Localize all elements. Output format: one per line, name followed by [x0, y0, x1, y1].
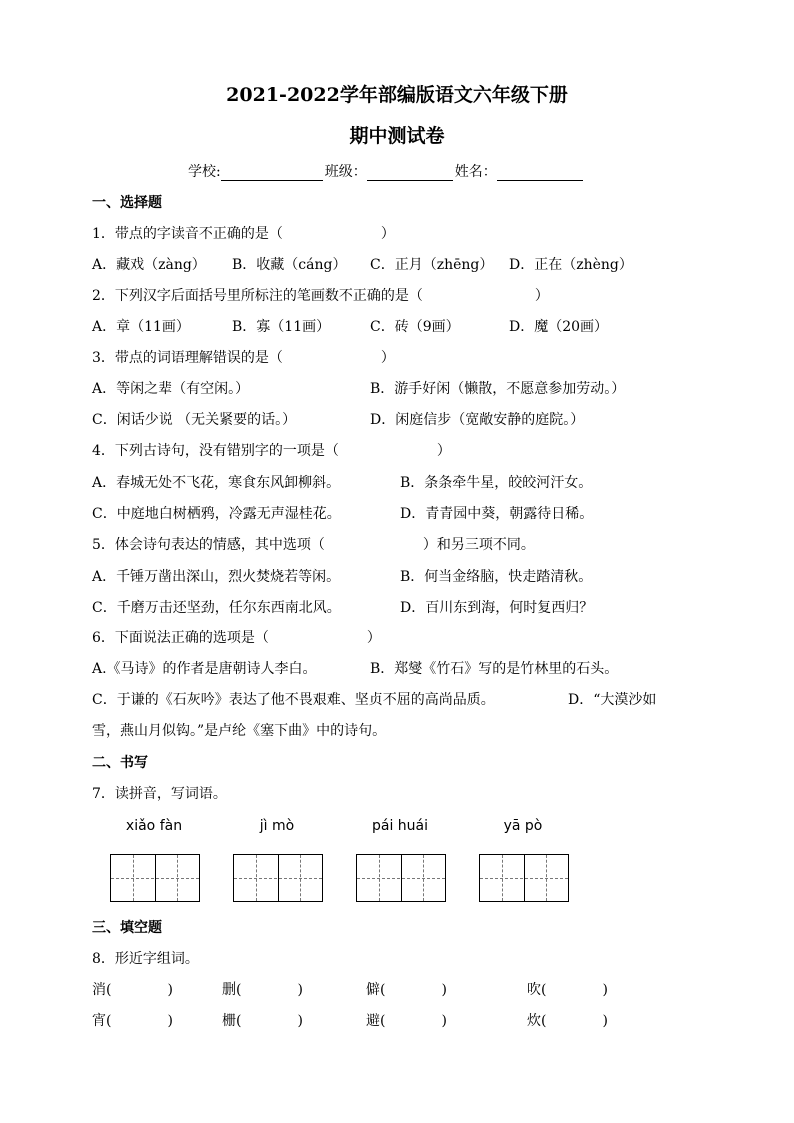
question-4-option-b[interactable]: B．条条牵牛星，皎皎河汗女。: [400, 475, 593, 491]
student-info-line: [188, 161, 585, 181]
class-blank[interactable]: [367, 164, 453, 181]
school-label: 学校:: [188, 164, 221, 180]
word-group-pi[interactable]: 僻( ): [366, 982, 447, 998]
word-group-chui2[interactable]: 炊( ): [527, 1013, 608, 1029]
section-fill-title: 三、填空题: [92, 920, 162, 936]
word-group-xiao2[interactable]: 宵( ): [92, 1013, 173, 1029]
question-5-stem: 5．体会诗句表达的情感，其中选项（ ）和另三项不同。: [92, 537, 535, 553]
question-3-option-a[interactable]: A．等闲之辈（有空闲。）: [92, 381, 250, 397]
word-group-bi[interactable]: 避( ): [366, 1013, 447, 1029]
question-5-option-b[interactable]: B．何当金络脑，快走踏清秋。: [400, 569, 593, 585]
question-4-option-c[interactable]: C．中庭地白树栖鸦，冷露无声湿桂花。: [92, 506, 341, 522]
question-5-option-c[interactable]: C．千磨万击还坚劲，任尔东西南北风。: [92, 600, 341, 616]
question-3-option-b[interactable]: B．游手好闲（懒散，不愿意参加劳动。）: [370, 381, 626, 397]
question-1-option-c[interactable]: C．正月（zhēng）: [370, 257, 494, 273]
question-5-option-d[interactable]: D．百川东到海，何时复西归？: [400, 600, 594, 616]
word-group-chui[interactable]: 吹( ): [527, 982, 608, 998]
question-1-option-d[interactable]: D．正在（zhèng）: [509, 257, 633, 273]
question-6-option-a[interactable]: A.《马诗》的作者是唐朝诗人李白。: [92, 661, 317, 677]
question-5-option-a[interactable]: A．千锤万凿出深山，烈火焚烧若等闲。: [92, 569, 341, 585]
writing-grid-1[interactable]: [110, 854, 200, 902]
question-4-stem: 4．下列古诗句，没有错别字的一项是（ ）: [92, 443, 451, 459]
school-blank[interactable]: [221, 164, 323, 181]
class-label: 班级：: [324, 164, 367, 180]
pinyin-3: pái huái: [371, 818, 429, 834]
question-2-option-d[interactable]: D．魔（20画）: [509, 319, 609, 335]
section-choice-title: 一、选择题: [92, 195, 162, 211]
exam-title: 2021-2022学年部编版语文六年级下册: [226, 84, 568, 106]
question-2-stem: 2．下列汉字后面括号里所标注的笔画数不正确的是（ ）: [92, 288, 549, 304]
question-1-option-a[interactable]: A．藏戏（zàng）: [92, 257, 206, 273]
question-4-option-a[interactable]: A．春城无处不飞花，寒食东风卸柳斜。: [92, 475, 341, 491]
pinyin-1: xiǎo fàn: [125, 818, 183, 834]
name-blank[interactable]: [497, 164, 583, 181]
question-3-stem: 3．带点的词语理解错误的是（ ）: [92, 350, 395, 366]
question-4-option-d[interactable]: D．青青园中葵，朝露待日稀。: [400, 506, 594, 522]
word-group-shan[interactable]: 删( ): [222, 982, 303, 998]
question-2-option-c[interactable]: C．砖（9画）: [370, 319, 460, 335]
question-2-option-a[interactable]: A．章（11画）: [92, 319, 190, 335]
pinyin-4: yā pò: [503, 818, 543, 834]
word-group-zha[interactable]: 栅( ): [222, 1013, 303, 1029]
question-7-stem: 7．读拼音，写词语。: [92, 786, 227, 802]
word-group-xiao[interactable]: 消( ): [92, 982, 173, 998]
question-3-option-c[interactable]: C．闲话少说 （无关紧要的话。）: [92, 412, 297, 428]
question-1-stem: 1．带点的字读音不正确的是（ ）: [92, 226, 395, 242]
question-6-option-d-continued: 雪，燕山月似钩。”是卢纶《塞下曲》中的诗句。: [92, 723, 387, 739]
writing-grid-2[interactable]: [233, 854, 323, 902]
question-6-stem: 6．下面说法正确的选项是（ ）: [92, 630, 381, 646]
question-1-option-b[interactable]: B．收藏（cáng）: [232, 257, 347, 273]
writing-grid-3[interactable]: [356, 854, 446, 902]
question-6-option-d[interactable]: D．“大漠沙如: [568, 692, 657, 708]
pinyin-2: jì mò: [259, 818, 295, 834]
question-6-option-b[interactable]: B．郑燮《竹石》写的是竹林里的石头。: [370, 661, 619, 677]
writing-grid-4[interactable]: [479, 854, 569, 902]
question-6-option-c[interactable]: C．于谦的《石灰吟》表达了他不畏艰难、坚贞不屈的高尚品质。: [92, 692, 495, 708]
question-3-option-d[interactable]: D．闲庭信步（宽敞安静的庭院。）: [370, 412, 585, 428]
question-8-stem: 8．形近字组词。: [92, 951, 199, 967]
exam-subtitle: 期中测试卷: [349, 125, 445, 147]
section-writing-title: 二、书写: [92, 755, 148, 771]
question-2-option-b[interactable]: B．寡（11画）: [232, 319, 331, 335]
name-label: 姓名：: [454, 164, 497, 180]
